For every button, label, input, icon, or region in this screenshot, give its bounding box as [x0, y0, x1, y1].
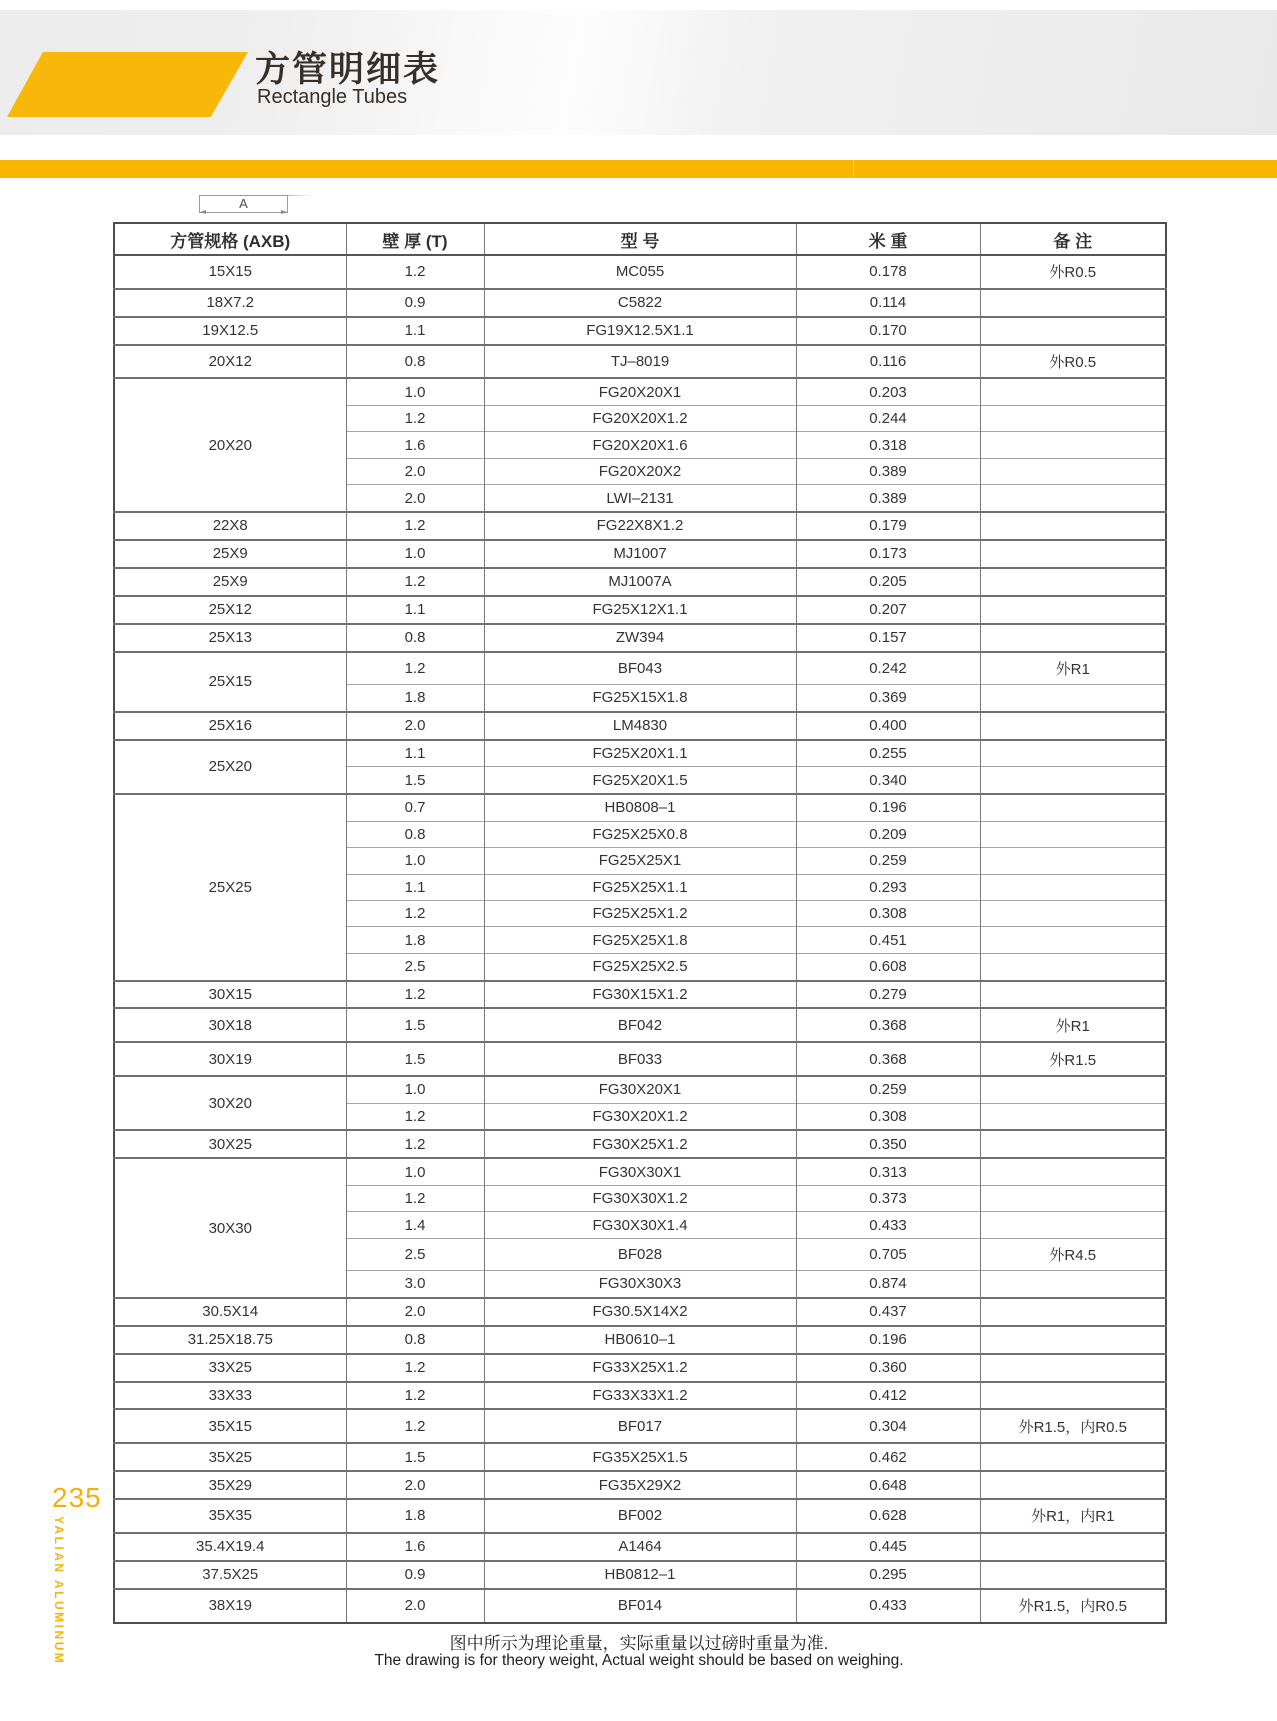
- divider-seam: [853, 160, 854, 178]
- thickness-cell: 1.5: [346, 1443, 484, 1471]
- spec-cell: 30X18: [114, 1008, 346, 1042]
- weight-cell: 0.433: [796, 1589, 980, 1623]
- remark-cell: [980, 821, 1166, 847]
- table-row: [114, 1443, 1166, 1471]
- thickness-cell: 1.2: [346, 406, 484, 432]
- model-cell: LWI–2131: [484, 485, 796, 512]
- model-cell: FG20X20X1.2: [484, 406, 796, 432]
- tube-spec-table: [113, 222, 1167, 1624]
- page-title-cn: 方管明细表: [255, 50, 441, 89]
- spec-cell: 25X16: [114, 712, 346, 740]
- thickness-cell: 1.2: [346, 255, 484, 289]
- table-row: [114, 1130, 1166, 1158]
- thickness-cell: 1.2: [346, 652, 484, 685]
- model-cell: FG35X29X2: [484, 1471, 796, 1499]
- spec-cell: 18X7.2: [114, 289, 346, 317]
- weight-cell: 0.874: [796, 1271, 980, 1298]
- weight-cell: 0.203: [796, 378, 980, 405]
- model-cell: BF042: [484, 1008, 796, 1042]
- model-cell: FG33X25X1.2: [484, 1354, 796, 1382]
- table-row: [114, 568, 1166, 596]
- weight-cell: 0.295: [796, 1561, 980, 1589]
- page-number: 235: [52, 1482, 102, 1513]
- model-cell: FG25X25X1.1: [484, 874, 796, 900]
- weight-cell: 0.179: [796, 512, 980, 540]
- spec-cell: 25X15: [114, 652, 346, 712]
- thickness-cell: 0.8: [346, 821, 484, 847]
- table-row: [114, 1298, 1166, 1326]
- remark-cell: [980, 432, 1166, 458]
- weight-cell: 0.350: [796, 1130, 980, 1158]
- remark-cell: [980, 981, 1166, 1009]
- model-cell: FG22X8X1.2: [484, 512, 796, 540]
- table-row: [114, 317, 1166, 345]
- spec-cell: 30X15: [114, 981, 346, 1009]
- remark-cell: [980, 1130, 1166, 1158]
- model-cell: FG25X20X1.1: [484, 740, 796, 767]
- spec-cell: 30X20: [114, 1076, 346, 1130]
- dimension-arrow-line: [200, 212, 287, 213]
- thickness-cell: 2.0: [346, 458, 484, 484]
- weight-cell: 0.196: [796, 1326, 980, 1354]
- spec-cell: 35X29: [114, 1471, 346, 1499]
- thickness-cell: 0.8: [346, 1326, 484, 1354]
- weight-cell: 0.259: [796, 848, 980, 874]
- remark-cell: [980, 1326, 1166, 1354]
- spec-cell: 30.5X14: [114, 1298, 346, 1326]
- model-cell: ZW394: [484, 624, 796, 652]
- thickness-cell: 0.9: [346, 289, 484, 317]
- table-row: [114, 1471, 1166, 1499]
- column-header: 米 重: [796, 223, 980, 255]
- spec-cell: 35X35: [114, 1499, 346, 1533]
- table-row: [114, 652, 1166, 685]
- table-header-row: [114, 223, 1166, 255]
- spec-cell: 37.5X25: [114, 1561, 346, 1589]
- weight-cell: 0.437: [796, 1298, 980, 1326]
- table-row: [114, 596, 1166, 624]
- remark-cell: [980, 794, 1166, 821]
- remark-cell: [980, 1382, 1166, 1410]
- table-row: [114, 981, 1166, 1009]
- model-cell: C5822: [484, 289, 796, 317]
- thickness-cell: 1.0: [346, 378, 484, 405]
- thickness-cell: 1.0: [346, 848, 484, 874]
- remark-cell: 外R0.5: [980, 345, 1166, 379]
- spec-cell: 25X25: [114, 794, 346, 981]
- weight-cell: 0.373: [796, 1185, 980, 1211]
- remark-cell: [980, 1158, 1166, 1185]
- thickness-cell: 0.9: [346, 1561, 484, 1589]
- weight-cell: 0.114: [796, 289, 980, 317]
- weight-cell: 0.608: [796, 953, 980, 980]
- table-row: [114, 794, 1166, 821]
- spec-cell: 38X19: [114, 1589, 346, 1623]
- remark-cell: [980, 378, 1166, 405]
- accent-divider-bar: [0, 160, 1277, 178]
- thickness-cell: 1.0: [346, 1158, 484, 1185]
- thickness-cell: 1.1: [346, 317, 484, 345]
- remark-cell: [980, 624, 1166, 652]
- weight-cell: 0.178: [796, 255, 980, 289]
- thickness-cell: 2.5: [346, 1238, 484, 1270]
- brand-vertical-text: YALIAN ALUMINUM: [52, 1516, 66, 1666]
- thickness-cell: 1.5: [346, 1042, 484, 1076]
- thickness-cell: 1.4: [346, 1212, 484, 1238]
- table-row: [114, 378, 1166, 405]
- model-cell: A1464: [484, 1533, 796, 1561]
- weight-cell: 0.400: [796, 712, 980, 740]
- remark-cell: [980, 1103, 1166, 1130]
- spec-cell: 25X9: [114, 568, 346, 596]
- thickness-cell: 1.2: [346, 1130, 484, 1158]
- thickness-cell: 2.5: [346, 953, 484, 980]
- remark-cell: [980, 1471, 1166, 1499]
- model-cell: FG35X25X1.5: [484, 1443, 796, 1471]
- thickness-cell: 1.2: [346, 1409, 484, 1443]
- model-cell: FG20X20X1: [484, 378, 796, 405]
- remark-cell: 外R1.5，内R0.5: [980, 1409, 1166, 1443]
- remark-cell: [980, 568, 1166, 596]
- remark-cell: 外R1: [980, 1008, 1166, 1042]
- remark-cell: [980, 512, 1166, 540]
- remark-cell: [980, 767, 1166, 794]
- remark-cell: [980, 540, 1166, 568]
- weight-cell: 0.304: [796, 1409, 980, 1443]
- remark-cell: [980, 1212, 1166, 1238]
- thickness-cell: 1.2: [346, 901, 484, 927]
- weight-cell: 0.308: [796, 901, 980, 927]
- thickness-cell: 1.1: [346, 596, 484, 624]
- table-row: [114, 345, 1166, 379]
- thickness-cell: 1.5: [346, 767, 484, 794]
- weight-cell: 0.451: [796, 927, 980, 953]
- remark-cell: [980, 458, 1166, 484]
- weight-cell: 0.205: [796, 568, 980, 596]
- spec-cell: 30X19: [114, 1042, 346, 1076]
- model-cell: MJ1007A: [484, 568, 796, 596]
- weight-cell: 0.209: [796, 821, 980, 847]
- model-cell: FG30X30X1.2: [484, 1185, 796, 1211]
- thickness-cell: 2.0: [346, 712, 484, 740]
- thickness-cell: 1.8: [346, 685, 484, 712]
- spec-cell: 35.4X19.4: [114, 1533, 346, 1561]
- model-cell: FG25X25X1.2: [484, 901, 796, 927]
- remark-cell: 外R1.5: [980, 1042, 1166, 1076]
- thickness-cell: 1.6: [346, 432, 484, 458]
- weight-cell: 0.196: [796, 794, 980, 821]
- model-cell: FG25X12X1.1: [484, 596, 796, 624]
- spec-cell: 33X33: [114, 1382, 346, 1410]
- spec-cell: 35X25: [114, 1443, 346, 1471]
- thickness-cell: 2.0: [346, 1589, 484, 1623]
- weight-cell: 0.445: [796, 1533, 980, 1561]
- remark-cell: [980, 596, 1166, 624]
- spec-cell: 25X13: [114, 624, 346, 652]
- thickness-cell: 1.2: [346, 981, 484, 1009]
- table-row: [114, 740, 1166, 767]
- remark-cell: [980, 1076, 1166, 1103]
- model-cell: MC055: [484, 255, 796, 289]
- weight-cell: 0.313: [796, 1158, 980, 1185]
- remark-cell: [980, 901, 1166, 927]
- column-header: 壁 厚 (T): [346, 223, 484, 255]
- weight-cell: 0.173: [796, 540, 980, 568]
- model-cell: FG30X30X1: [484, 1158, 796, 1185]
- remark-cell: [980, 317, 1166, 345]
- remark-cell: 外R4.5: [980, 1238, 1166, 1270]
- table-row: [114, 1076, 1166, 1103]
- remark-cell: [980, 1561, 1166, 1589]
- thickness-cell: 0.8: [346, 345, 484, 379]
- thickness-cell: 1.2: [346, 1185, 484, 1211]
- model-cell: FG25X15X1.8: [484, 685, 796, 712]
- table-row: [114, 1008, 1166, 1042]
- page-title-en: Rectangle Tubes: [257, 86, 408, 108]
- weight-cell: 0.308: [796, 1103, 980, 1130]
- column-header: 型 号: [484, 223, 796, 255]
- weight-cell: 0.244: [796, 406, 980, 432]
- dimension-annotation: [199, 195, 288, 213]
- table-row: [114, 255, 1166, 289]
- remark-cell: [980, 485, 1166, 512]
- weight-cell: 0.389: [796, 458, 980, 484]
- table-row: [114, 1158, 1166, 1185]
- thickness-cell: 1.1: [346, 874, 484, 900]
- model-cell: FG30X15X1.2: [484, 981, 796, 1009]
- model-cell: HB0808–1: [484, 794, 796, 821]
- spec-cell: 25X20: [114, 740, 346, 794]
- weight-cell: 0.368: [796, 1008, 980, 1042]
- weight-cell: 0.412: [796, 1382, 980, 1410]
- thickness-cell: 0.7: [346, 794, 484, 821]
- model-cell: BF014: [484, 1589, 796, 1623]
- model-cell: FG30X30X1.4: [484, 1212, 796, 1238]
- remark-cell: 外R1: [980, 652, 1166, 685]
- model-cell: FG30X20X1.2: [484, 1103, 796, 1130]
- model-cell: FG33X33X1.2: [484, 1382, 796, 1410]
- weight-cell: 0.705: [796, 1238, 980, 1270]
- thickness-cell: 0.8: [346, 624, 484, 652]
- weight-cell: 0.116: [796, 345, 980, 379]
- footnote-en: The drawing is for theory weight, Actual weight should be based on weighing.: [374, 1652, 904, 1669]
- model-cell: FG30X30X3: [484, 1271, 796, 1298]
- weight-cell: 0.170: [796, 317, 980, 345]
- remark-cell: [980, 1271, 1166, 1298]
- weight-cell: 0.293: [796, 874, 980, 900]
- table-row: [114, 512, 1166, 540]
- spec-cell: 15X15: [114, 255, 346, 289]
- tube-table-body: [114, 255, 1166, 1623]
- remark-cell: [980, 406, 1166, 432]
- spec-cell: 33X25: [114, 1354, 346, 1382]
- model-cell: FG30X20X1: [484, 1076, 796, 1103]
- thickness-cell: 1.0: [346, 1076, 484, 1103]
- remark-cell: [980, 1354, 1166, 1382]
- model-cell: BF043: [484, 652, 796, 685]
- thickness-cell: 2.0: [346, 1298, 484, 1326]
- thickness-cell: 1.8: [346, 1499, 484, 1533]
- weight-cell: 0.369: [796, 685, 980, 712]
- spec-cell: 31.25X18.75: [114, 1326, 346, 1354]
- spec-cell: 25X12: [114, 596, 346, 624]
- model-cell: TJ–8019: [484, 345, 796, 379]
- model-cell: FG25X20X1.5: [484, 767, 796, 794]
- thickness-cell: 1.2: [346, 1354, 484, 1382]
- spec-cell: 30X30: [114, 1158, 346, 1298]
- weight-cell: 0.242: [796, 652, 980, 685]
- table-row: [114, 1499, 1166, 1533]
- thickness-cell: 1.2: [346, 512, 484, 540]
- thickness-cell: 1.8: [346, 927, 484, 953]
- accent-parallelogram-icon: [7, 52, 248, 117]
- spec-cell: 20X20: [114, 378, 346, 512]
- dimension-label: A: [239, 196, 248, 211]
- table-row: [114, 1589, 1166, 1623]
- thickness-cell: 2.0: [346, 485, 484, 512]
- thickness-cell: 1.6: [346, 1533, 484, 1561]
- weight-cell: 0.157: [796, 624, 980, 652]
- remark-cell: [980, 927, 1166, 953]
- model-cell: FG30X25X1.2: [484, 1130, 796, 1158]
- table-row: [114, 1354, 1166, 1382]
- weight-cell: 0.368: [796, 1042, 980, 1076]
- footnote-cn: 图中所示为理论重量，实际重量以过磅时重量为准.: [449, 1634, 829, 1653]
- remark-cell: [980, 874, 1166, 900]
- model-cell: FG19X12.5X1.1: [484, 317, 796, 345]
- model-cell: MJ1007: [484, 540, 796, 568]
- remark-cell: 外R0.5: [980, 255, 1166, 289]
- table-row: [114, 1561, 1166, 1589]
- remark-cell: [980, 740, 1166, 767]
- table-row: [114, 712, 1166, 740]
- weight-cell: 0.318: [796, 432, 980, 458]
- weight-cell: 0.255: [796, 740, 980, 767]
- weight-cell: 0.628: [796, 1499, 980, 1533]
- remark-cell: [980, 289, 1166, 317]
- thickness-cell: 1.2: [346, 1103, 484, 1130]
- weight-cell: 0.389: [796, 485, 980, 512]
- model-cell: HB0610–1: [484, 1326, 796, 1354]
- column-header: 备 注: [980, 223, 1166, 255]
- thickness-cell: 1.5: [346, 1008, 484, 1042]
- spec-cell: 25X9: [114, 540, 346, 568]
- model-cell: FG25X25X1: [484, 848, 796, 874]
- remark-cell: 外R1，内R1: [980, 1499, 1166, 1533]
- thickness-cell: 2.0: [346, 1471, 484, 1499]
- model-cell: FG25X25X2.5: [484, 953, 796, 980]
- remark-cell: [980, 1185, 1166, 1211]
- model-cell: BF002: [484, 1499, 796, 1533]
- model-cell: FG25X25X0.8: [484, 821, 796, 847]
- model-cell: FG30.5X14X2: [484, 1298, 796, 1326]
- weight-cell: 0.340: [796, 767, 980, 794]
- remark-cell: [980, 685, 1166, 712]
- remark-cell: [980, 1443, 1166, 1471]
- spec-cell: 22X8: [114, 512, 346, 540]
- table-row: [114, 289, 1166, 317]
- model-cell: HB0812–1: [484, 1561, 796, 1589]
- model-cell: BF028: [484, 1238, 796, 1270]
- remark-cell: [980, 953, 1166, 980]
- table-row: [114, 1382, 1166, 1410]
- model-cell: FG25X25X1.8: [484, 927, 796, 953]
- table-row: [114, 624, 1166, 652]
- remark-cell: [980, 712, 1166, 740]
- table-row: [114, 1042, 1166, 1076]
- model-cell: FG20X20X1.6: [484, 432, 796, 458]
- table-row: [114, 1326, 1166, 1354]
- spec-cell: 35X15: [114, 1409, 346, 1443]
- model-cell: LM4830: [484, 712, 796, 740]
- spec-cell: 20X12: [114, 345, 346, 379]
- thickness-cell: 1.2: [346, 568, 484, 596]
- weight-cell: 0.360: [796, 1354, 980, 1382]
- model-cell: BF017: [484, 1409, 796, 1443]
- table-row: [114, 1409, 1166, 1443]
- dimension-extension-line: [288, 195, 312, 196]
- thickness-cell: 3.0: [346, 1271, 484, 1298]
- remark-cell: 外R1.5，内R0.5: [980, 1589, 1166, 1623]
- model-cell: FG20X20X2: [484, 458, 796, 484]
- weight-cell: 0.462: [796, 1443, 980, 1471]
- weight-cell: 0.207: [796, 596, 980, 624]
- spec-cell: 19X12.5: [114, 317, 346, 345]
- thickness-cell: 1.2: [346, 1382, 484, 1410]
- weight-cell: 0.279: [796, 981, 980, 1009]
- table-row: [114, 540, 1166, 568]
- remark-cell: [980, 1298, 1166, 1326]
- remark-cell: [980, 848, 1166, 874]
- table-row: [114, 1533, 1166, 1561]
- model-cell: BF033: [484, 1042, 796, 1076]
- thickness-cell: 1.1: [346, 740, 484, 767]
- spec-cell: 30X25: [114, 1130, 346, 1158]
- column-header: 方管规格 (AXB): [114, 223, 346, 255]
- weight-cell: 0.433: [796, 1212, 980, 1238]
- weight-cell: 0.259: [796, 1076, 980, 1103]
- thickness-cell: 1.0: [346, 540, 484, 568]
- weight-cell: 0.648: [796, 1471, 980, 1499]
- remark-cell: [980, 1533, 1166, 1561]
